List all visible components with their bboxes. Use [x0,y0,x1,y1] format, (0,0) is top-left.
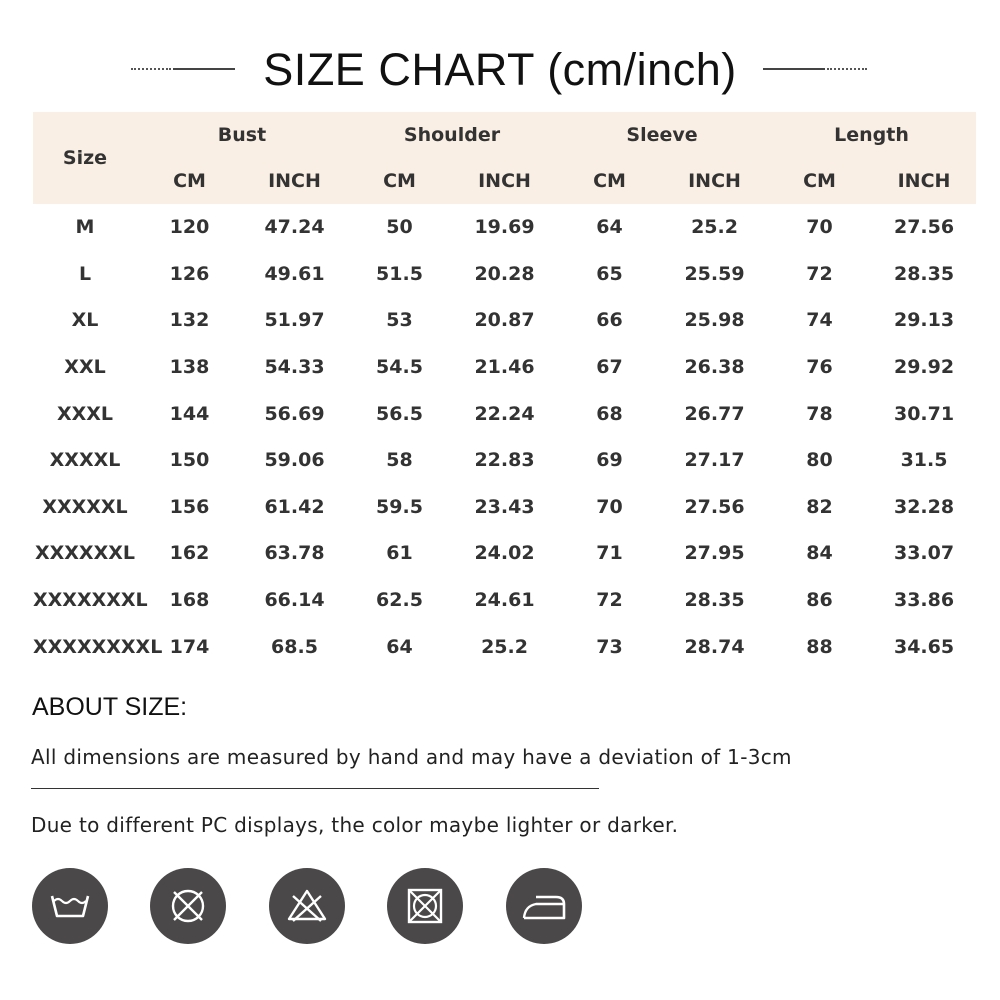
measurement-cell: 29.13 [893,309,955,332]
measurement-cell: 78 [806,402,833,425]
measurement-cell: 20.28 [474,262,535,285]
header-row-groups [33,112,976,158]
size-label-cell: XXXXXXXXL [33,635,163,658]
measurement-cell: 132 [169,309,210,332]
measurement-cell: 28.35 [684,589,745,612]
size-table [33,112,976,670]
measurement-cell: 33.86 [893,589,955,612]
unit-header: INCH [242,158,347,204]
measurement-cell: 29.92 [893,356,955,379]
measurement-cell: 63.78 [264,542,325,565]
measurement-cell: 27.56 [893,216,955,239]
measurement-cell: 67 [596,356,623,379]
measurement-cell: 84 [806,542,833,565]
measurement-cell: 30.71 [893,402,955,425]
measurement-cell: 27.17 [684,449,745,472]
group-header-shoulder: Shoulder [347,112,557,158]
measurement-cell: 56.69 [264,402,325,425]
measurement-cell: 19.69 [474,216,535,239]
measurement-cell: 86 [806,589,833,612]
about-size-heading: ABOUT SIZE: [32,693,188,721]
size-label-cell: XXXXXL [42,495,128,518]
measurement-cell: 59.5 [376,495,423,518]
measurement-cell: 24.02 [474,542,535,565]
measurement-cell: 73 [596,635,623,658]
measurement-cell: 70 [806,216,833,239]
measurement-cell: 71 [596,542,623,565]
measurement-cell: 88 [806,635,833,658]
measurement-cell: 156 [169,495,210,518]
measurement-cell: 23.43 [474,495,535,518]
measurement-cell: 66.14 [264,589,325,612]
measurement-note: All dimensions are measured by hand and may have a deviation of 1-3cm [31,745,792,769]
table-row [33,623,976,670]
page-title: SIZE CHART (cm/inch) [263,44,737,95]
size-column-header: Size [33,112,137,204]
size-label-cell: XXXXXXL [34,542,135,565]
unit-header: CM [767,158,872,204]
measurement-cell: 51.5 [376,262,423,285]
measurement-cell: 72 [596,589,623,612]
measurement-cell: 168 [169,589,210,612]
measurement-cell: 26.38 [684,356,745,379]
measurement-cell: 33.07 [893,542,955,565]
unit-header: INCH [452,158,557,204]
measurement-cell: 62.5 [376,589,423,612]
group-header-length: Length [767,112,976,158]
measurement-cell: 28.35 [893,262,955,285]
table-row [33,437,976,484]
measurement-cell: 150 [169,449,210,472]
measurement-cell: 25.2 [481,635,528,658]
table-body [33,204,976,670]
measurement-cell: 32.28 [893,495,955,518]
table-row [33,530,976,577]
measurement-cell: 64 [386,635,413,658]
measurement-cell: 66 [596,309,623,332]
size-label-cell: XL [71,309,99,332]
table-row [33,390,976,437]
table-row [33,204,976,251]
header-row-units [33,158,976,204]
measurement-cell: 120 [169,216,210,239]
size-label-cell: XXL [64,356,106,379]
do-not-tumble-dry-icon [150,868,226,944]
table-header [33,112,976,204]
hand-wash-icon [32,868,108,944]
measurement-cell: 27.95 [684,542,745,565]
do-not-dry-clean-icon [387,868,463,944]
measurement-cell: 34.65 [893,635,955,658]
measurement-cell: 28.74 [684,635,745,658]
measurement-cell: 69 [596,449,623,472]
measurement-cell: 22.83 [474,449,535,472]
measurement-cell: 64 [596,216,623,239]
measurement-cell: 54.33 [264,356,325,379]
measurement-cell: 22.24 [474,402,535,425]
measurement-cell: 68 [596,402,623,425]
measurement-cell: 24.61 [474,589,535,612]
size-label-cell: L [78,262,92,285]
iron-icon [506,868,582,944]
measurement-cell: 20.87 [474,309,535,332]
divider [31,788,599,789]
measurement-cell: 25.59 [684,262,745,285]
measurement-cell: 25.2 [691,216,738,239]
size-label-cell: XXXXXXXL [33,589,148,612]
unit-header: CM [347,158,452,204]
measurement-cell: 56.5 [376,402,423,425]
table-row [33,484,976,531]
color-note: Due to different PC displays, the color maybe lighter or darker. [31,813,679,837]
measurement-cell: 126 [169,262,210,285]
table-row [33,577,976,624]
table-row [33,344,976,391]
measurement-cell: 144 [169,402,210,425]
measurement-cell: 70 [596,495,623,518]
unit-header: INCH [872,158,976,204]
table-row [33,297,976,344]
size-label-cell: M [75,216,95,239]
measurement-cell: 74 [806,309,833,332]
size-label-cell: XXXL [56,402,114,425]
measurement-cell: 76 [806,356,833,379]
group-header-bust: Bust [137,112,347,158]
unit-header: INCH [662,158,767,204]
measurement-cell: 61.42 [264,495,325,518]
group-header-sleeve: Sleeve [557,112,767,158]
measurement-cell: 49.61 [264,262,325,285]
measurement-cell: 50 [386,216,413,239]
measurement-cell: 21.46 [474,356,535,379]
size-label-cell: XXXXL [49,449,121,472]
measurement-cell: 53 [386,309,413,332]
measurement-cell: 68.5 [271,635,318,658]
measurement-cell: 25.98 [684,309,745,332]
measurement-cell: 31.5 [900,449,948,472]
measurement-cell: 59.06 [264,449,325,472]
measurement-cell: 47.24 [264,216,325,239]
measurement-cell: 162 [169,542,210,565]
measurement-cell: 174 [169,635,210,658]
measurement-cell: 61 [386,542,413,565]
measurement-cell: 138 [169,356,210,379]
care-icons [0,868,1000,948]
measurement-cell: 27.56 [684,495,745,518]
unit-header: CM [137,158,242,204]
measurement-cell: 72 [806,262,833,285]
measurement-cell: 82 [806,495,833,518]
table-row [33,251,976,298]
title-row [0,38,1000,102]
unit-header: CM [557,158,662,204]
measurement-cell: 51.97 [264,309,325,332]
measurement-cell: 58 [386,449,413,472]
measurement-cell: 80 [806,449,833,472]
measurement-cell: 54.5 [376,356,423,379]
measurement-cell: 26.77 [684,402,745,425]
do-not-bleach-icon [269,868,345,944]
measurement-cell: 65 [596,262,623,285]
